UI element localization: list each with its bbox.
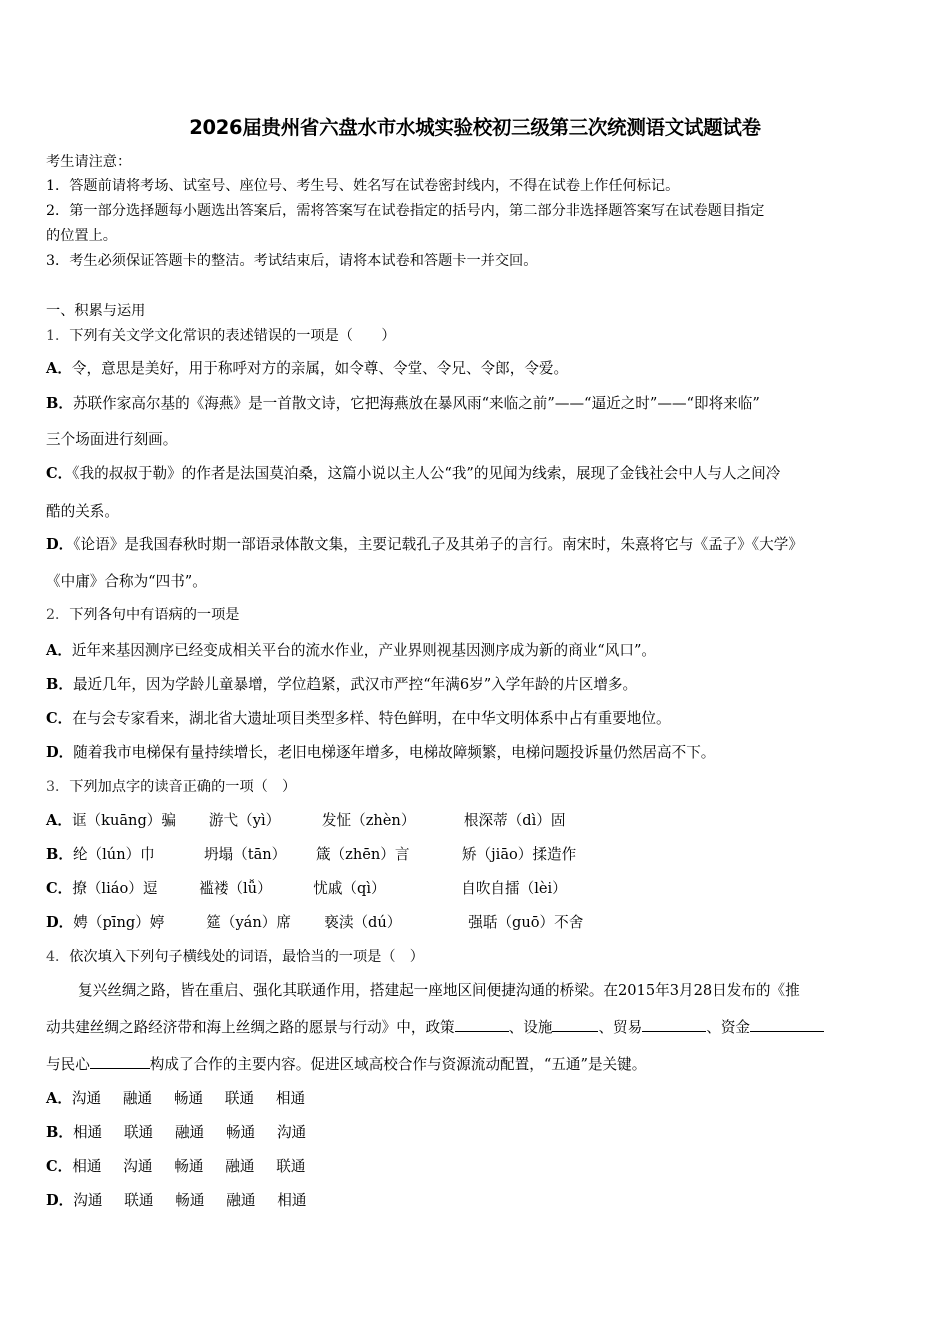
option-item: 相通 [277, 1192, 307, 1209]
option-label: B． [46, 676, 73, 693]
option-label: C． [46, 880, 73, 897]
q1-option-d [46, 535, 803, 555]
option-item: 畅通 [173, 1090, 204, 1107]
option-item: 自吹自擂（lèi） [461, 880, 567, 897]
option-text: 最近几年，因为学龄儿童暴增，学位趋紧，武汉市严控“年满6岁”入学年龄的片区增多。 [72, 676, 638, 693]
option-label: A． [46, 1090, 72, 1107]
option-item: 沟通 [123, 1158, 153, 1175]
option-item: 根深蒂（dì）固 [463, 812, 566, 829]
option-item: 箴（zhēn）言 [315, 846, 410, 863]
option-label: D． [46, 744, 74, 761]
option-text: 近年来基因测序已经变成相关平台的流水作业，产业界则视基因测序成为新的商业“风口”。 [71, 642, 657, 659]
option-text: 令，意思是美好，用于称呼对方的亲属，如令尊、令堂、令兄、令郎，令爱。 [71, 360, 569, 377]
option-item: 融通 [174, 1124, 205, 1141]
option-label: B． [46, 846, 73, 863]
question-1-stem [46, 326, 396, 346]
passage-text: 构成了合作的主要内容。促进区域高校合作与资源流动配置，“五通”是关键。 [149, 1056, 647, 1073]
option-text: 在与会专家看来，湖北省大遗址项目类型多样、特色鲜明，在中华文明体系中占有重要地位。 [72, 710, 671, 727]
option-item: 撩（liáo）逗 [72, 880, 158, 897]
blank-line [90, 1054, 150, 1069]
option-item: 联通 [123, 1124, 154, 1141]
option-text: 《论语》是我国春秋时期一部语录体散文集，主要记载孔子及其弟子的言行。南宋时，朱熹将它与《孟子》《大学》 [73, 536, 803, 553]
q4-passage-line-3 [46, 1054, 646, 1075]
blank-line [750, 1017, 824, 1032]
passage-text: 与民心 [46, 1056, 90, 1073]
notice-heading: 考生请注意： [46, 154, 132, 170]
q2-option-d [46, 743, 715, 763]
option-item: 忧戚（qì） [313, 880, 386, 897]
option-label: B． [46, 395, 73, 412]
option-label: A． [46, 642, 72, 659]
option-label: A． [46, 812, 72, 829]
option-item: 沟通 [276, 1124, 307, 1141]
q4-option-d [46, 1191, 306, 1211]
q3-option-b [46, 845, 576, 865]
q2-option-a [46, 641, 656, 661]
option-item: 沟通 [71, 1090, 102, 1107]
q1-option-a [46, 359, 568, 379]
option-item: 相通 [72, 1158, 102, 1175]
q2-option-b [46, 675, 637, 695]
option-item: 发怔（zhèn） [321, 812, 416, 829]
q4-passage-line-2 [46, 1017, 824, 1038]
option-item: 相通 [275, 1090, 306, 1107]
question-2-stem [46, 605, 239, 625]
question-text: 依次填入下列句子横线处的词语，最恰当的一项是（ ） [69, 949, 424, 965]
q4-option-c [46, 1157, 305, 1177]
option-item: 联通 [276, 1158, 306, 1175]
option-label: C． [46, 465, 73, 482]
q4-passage-line-1: 复兴丝绸之路，皆在重启、强化其联通作用，搭建起一座地区间便捷沟通的桥梁。在2015年3月28日发布的《推 [78, 982, 800, 999]
q2-option-c [46, 709, 671, 729]
option-item: 坍塌（tān） [203, 846, 287, 863]
option-item: 联通 [224, 1090, 255, 1107]
passage-text: 、资金 [706, 1019, 751, 1036]
option-label: D． [46, 536, 74, 553]
option-item: 筵（yán）席 [206, 914, 291, 931]
option-label: B． [46, 1124, 73, 1141]
passage-text: 、贸易 [598, 1019, 643, 1036]
option-item: 畅通 [174, 1158, 204, 1175]
question-number: 1． [46, 328, 70, 344]
q4-option-a [46, 1089, 305, 1109]
question-number: 2． [46, 607, 70, 623]
option-text: 苏联作家高尔基的《海燕》是一首散文诗，它把海燕放在暴风雨“来临之前”——“逼近之时”——“即将来临” [72, 395, 760, 412]
option-text: 《我的叔叔于勒》的作者是法国莫泊桑，这篇小说以主人公“我”的见闻为线索，展现了金钱社会中人与人之间冷 [72, 465, 781, 482]
section-heading: 一、积累与运用 [46, 303, 146, 319]
q1-option-c [46, 464, 780, 484]
option-item: 强聒（guō）不舍 [468, 914, 584, 931]
option-label: D． [46, 1192, 74, 1209]
option-item: 亵渎（dú） [324, 914, 402, 931]
blank-line [642, 1017, 706, 1032]
option-item: 融通 [225, 1158, 255, 1175]
question-text: 下列各句中有语病的一项是 [69, 607, 240, 623]
option-item: 融通 [122, 1090, 153, 1107]
question-number: 4． [46, 949, 70, 965]
option-item: 联通 [124, 1192, 154, 1209]
q1-option-c-cont: 酷的关系。 [46, 503, 119, 520]
option-label: A． [46, 360, 72, 377]
exam-title: 2026届贵州省六盘水市水城实验校初三级第三次统测语文试题试卷 [189, 116, 761, 139]
question-text: 下列加点字的读音正确的一项（ ） [69, 779, 297, 795]
option-label: D． [46, 914, 74, 931]
option-item: 畅通 [175, 1192, 205, 1209]
notice-item: 的位置上。 [46, 228, 117, 244]
q1-option-b [46, 394, 760, 414]
option-label: C． [46, 710, 73, 727]
option-item: 融通 [226, 1192, 256, 1209]
option-item: 矫（jiāo）揉造作 [461, 846, 577, 863]
blank-line [552, 1017, 598, 1032]
option-text: 随着我市电梯保有量持续增长，老旧电梯逐年增多，电梯故障频繁，电梯问题投诉量仍然居高不下。 [73, 744, 716, 761]
q3-option-c [46, 879, 567, 899]
passage-text: 、设施 [508, 1019, 553, 1036]
notice-item: 3．考生必须保证答题卡的整洁。考试结束后，请将本试卷和答题卡一并交回。 [46, 253, 538, 269]
notice-item: 2．第一部分选择题每小题选出答案后，需将答案写在试卷指定的括号内，第二部分非选择题答案写在试卷题目指定 [46, 203, 765, 219]
option-item: 沟通 [73, 1192, 103, 1209]
passage-text: 动共建丝绸之路经济带和海上丝绸之路的愿景与行动》中，政策 [46, 1019, 455, 1036]
notice-item: 1．答题前请将考场、试室号、座位号、考生号、姓名写在试卷密封线内，不得在试卷上作任何标记。 [46, 178, 680, 194]
option-item: 游弋（yì） [208, 812, 281, 829]
option-item: 诓（kuāng）骗 [71, 812, 176, 829]
q4-option-b [46, 1123, 306, 1143]
q3-option-d [46, 913, 583, 933]
q3-option-a [46, 811, 566, 831]
option-item: 褴褛（lǚ） [199, 880, 272, 897]
question-3-stem [46, 777, 296, 797]
option-item: 相通 [72, 1124, 103, 1141]
blank-line [455, 1017, 509, 1032]
option-label: C． [46, 1158, 73, 1175]
option-item: 娉（pīng）婷 [73, 914, 165, 931]
q1-option-b-cont: 三个场面进行刻画。 [46, 431, 178, 448]
option-item: 纶（lún）巾 [72, 846, 155, 863]
question-text: 下列有关文学文化常识的表述错误的一项是（ ） [69, 328, 396, 344]
q1-option-d-cont: 《中庸》合称为“四书”。 [46, 573, 207, 590]
question-4-stem [46, 947, 424, 967]
option-item: 畅通 [225, 1124, 256, 1141]
question-number: 3． [46, 779, 70, 795]
